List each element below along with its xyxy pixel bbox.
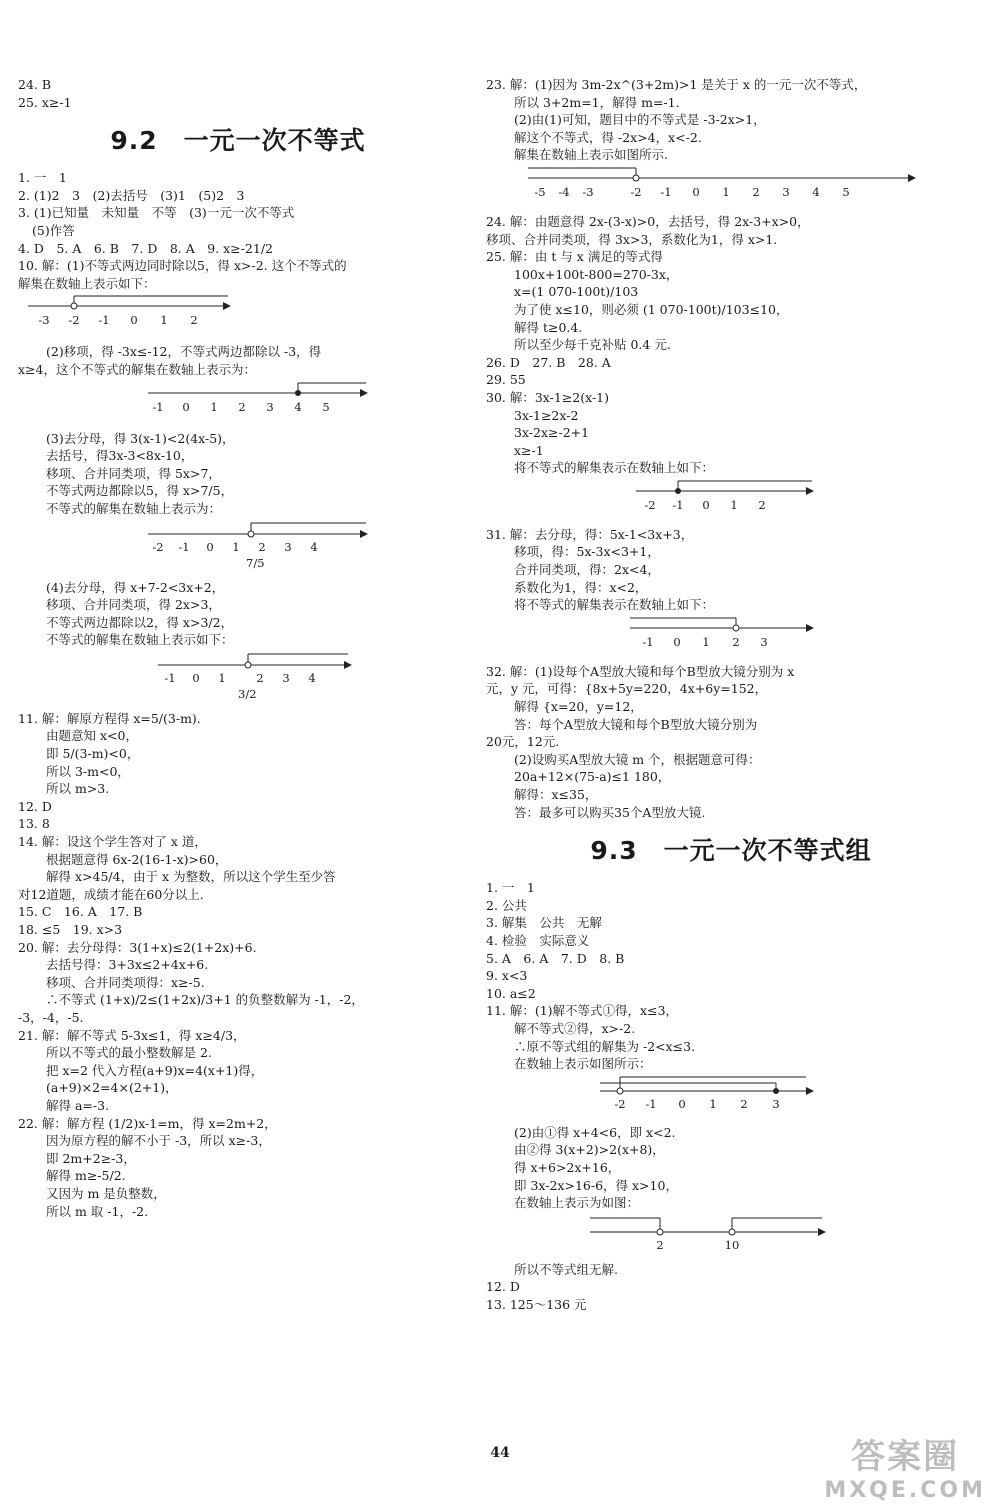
answer-line: 即 3x-2x>16-6，得 x>10， bbox=[514, 1177, 678, 1193]
answer-line: 移项、合并同类项，得 5x>7， bbox=[46, 465, 221, 481]
answer-line: 25. x≥-1 bbox=[18, 94, 72, 110]
answer-line: 元，y 元，可得：{8x+5y=220，4x+6y=152， bbox=[486, 681, 768, 697]
answer-line: 20. 解：去分母得：3(1+x)≤2(1+2x)+6. bbox=[18, 939, 257, 955]
answer-line: 又因为 m 是负整数， bbox=[46, 1185, 166, 1201]
watermark-bottom: MXQE.COM bbox=[824, 1478, 986, 1503]
tick-label: -1 bbox=[164, 670, 176, 685]
answer-line: 对12道题，成绩才能在60分以上. bbox=[18, 886, 204, 902]
mark-label: 3/2 bbox=[238, 686, 257, 701]
answer-line: (5)作答 bbox=[32, 222, 75, 238]
answer-line: 解这个不等式，得 -2x>4，x<-2. bbox=[514, 129, 702, 145]
answer-line: 答：最多可以购买35个A型放大镜. bbox=[514, 804, 706, 820]
tick-label: -4 bbox=[558, 184, 570, 199]
answer-line: 移项、合并同类项得：x≥-5. bbox=[46, 974, 205, 990]
answer-line: 解得 m≥-5/2. bbox=[46, 1168, 126, 1184]
tick-label: 3 bbox=[760, 634, 768, 649]
answer-line: 30. 解：3x-1≥2(x-1) bbox=[486, 389, 609, 405]
page-number: 44 bbox=[490, 1445, 510, 1461]
section-title: 9.3 一元一次不等式组 bbox=[590, 836, 872, 866]
tick-label: 10 bbox=[724, 1237, 740, 1252]
answer-line: 由题意知 x<0， bbox=[46, 728, 138, 744]
answer-line: 移项，得：5x-3x<3+1， bbox=[514, 544, 660, 560]
tick-label: 4 bbox=[310, 539, 318, 554]
tick-label: 4 bbox=[308, 670, 316, 685]
tick-label: 4 bbox=[812, 184, 820, 199]
mark-label: 7/5 bbox=[246, 555, 265, 570]
answer-line: (2)由(1)可知，题目中的不等式是 -3-2x>1， bbox=[514, 112, 766, 128]
tick-label: -2 bbox=[630, 184, 642, 199]
answer-line: 26. D 27. B 28. A bbox=[486, 354, 611, 370]
answer-line: 25. 解：由 t 与 x 满足的等式得 bbox=[486, 249, 663, 265]
tick-label: 2 bbox=[752, 184, 760, 199]
answer-line: 在数轴上表示为如图： bbox=[514, 1195, 640, 1211]
tick-label: 1 bbox=[232, 539, 240, 554]
tick-label: -2 bbox=[68, 313, 80, 328]
tick-label: 3 bbox=[266, 399, 274, 414]
tick-label: 0 bbox=[692, 184, 700, 199]
answer-line: ∴不等式 (1+x)/2≤(1+2x)/3+1 的负整数解为 -1，-2， bbox=[46, 992, 364, 1008]
answer-line: 得 x+6>2x+16， bbox=[514, 1159, 621, 1175]
left-column bbox=[18, 76, 458, 1220]
answer-line: 29. 55 bbox=[486, 372, 526, 388]
answer-line: 18. ≤5 19. x>3 bbox=[18, 922, 123, 937]
number-line bbox=[138, 381, 378, 423]
tick-label: 0 bbox=[678, 1096, 686, 1111]
tick-label: 2 bbox=[740, 1096, 748, 1111]
answer-line: 所以不等式组无解. bbox=[514, 1261, 618, 1277]
answer-line: 系数化为1，得：x<2， bbox=[514, 579, 648, 595]
tick-label: 4 bbox=[294, 399, 302, 414]
answer-line: 所以 3-m<0， bbox=[46, 763, 130, 779]
tick-label: 0 bbox=[130, 313, 138, 328]
tick-label: 2 bbox=[190, 313, 198, 328]
answer-line: 解得 x>45/4，由于 x 为整数，所以这个学生至少答 bbox=[46, 869, 336, 885]
answer-line: 11. 解：解原方程得 x=5/(3-m). bbox=[18, 710, 201, 726]
answer-line: 所以 m>3. bbox=[46, 781, 110, 797]
answer-line: 移项、合并同类项，得 3x>3，系数化为1，得 x>1. bbox=[486, 231, 778, 247]
answer-line: 12. D bbox=[486, 1279, 520, 1295]
answer-line: 32. 解：(1)设每个A型放大镜和每个B型放大镜分别为 x bbox=[486, 663, 795, 679]
tick-label: 2 bbox=[758, 497, 766, 512]
answer-line: 所以 3+2m=1，解得 m=-1. bbox=[514, 94, 680, 110]
answer-line: x≥-1 bbox=[514, 442, 544, 458]
answer-line: 10. a≤2 bbox=[486, 985, 536, 1001]
answer-line: 把 x=2 代入方程(a+9)x=4(x+1)得， bbox=[46, 1062, 264, 1078]
answer-line: 20元，12元. bbox=[486, 734, 560, 750]
tick-label: -1 bbox=[642, 634, 654, 649]
number-line bbox=[586, 1214, 846, 1254]
answer-line: 5. A 6. A 7. D 8. B bbox=[486, 950, 625, 966]
answer-line: 因为原方程的解不小于 -3，所以 x≥-3， bbox=[46, 1133, 271, 1149]
tick-label: -2 bbox=[644, 497, 656, 512]
answer-line: 15. C 16. A 17. B bbox=[18, 904, 143, 920]
answer-line: 13. 125～136 元 bbox=[486, 1296, 587, 1312]
watermark-top: 答案圈 bbox=[851, 1437, 960, 1477]
tick-label: 5 bbox=[322, 399, 330, 414]
answer-line: 为了使 x≤10，则必须 (1 070-100t)/103≤10， bbox=[514, 301, 789, 317]
answer-line: 13. 8 bbox=[18, 816, 50, 832]
answer-line: 即 5/(3-m)<0， bbox=[46, 746, 140, 762]
answer-line: 去括号，得3x-3<8x-10， bbox=[46, 448, 194, 464]
tick-label: 3 bbox=[282, 670, 290, 685]
tick-label: 3 bbox=[772, 1096, 780, 1111]
tick-labels bbox=[38, 313, 197, 327]
answer-line: 答：每个A型放大镜和每个B型放大镜分别为 bbox=[514, 716, 758, 732]
answer-line: ∴原不等式组的解集为 -2<x≤3. bbox=[514, 1038, 696, 1054]
tick-label: 5 bbox=[842, 184, 850, 199]
answer-line: 20a+12×(75-a)≤1 180， bbox=[514, 769, 671, 785]
answer-line: 由②得 3(x+2)>2(x+8)， bbox=[514, 1142, 665, 1158]
tick-label: 1 bbox=[160, 313, 168, 328]
number-line bbox=[626, 479, 826, 519]
tick-label: 1 bbox=[709, 1096, 717, 1111]
number-line bbox=[148, 651, 408, 703]
answer-line: 去括号得：3+3x≤2+4x+6. bbox=[46, 957, 209, 973]
answer-line: 14. 解：设这个学生答对了 x 道， bbox=[18, 834, 207, 850]
answer-line: 即 2m+2≥-3， bbox=[46, 1150, 136, 1166]
tick-label: -1 bbox=[178, 539, 190, 554]
answer-line: 1. 一 1 bbox=[18, 170, 67, 186]
tick-label: 1 bbox=[218, 670, 226, 685]
tick-label: 3 bbox=[284, 539, 292, 554]
answer-line: (2)移项，得 -3x≤-12，不等式两边都除以 -3，得 bbox=[46, 344, 322, 360]
tick-label: -3 bbox=[38, 313, 50, 328]
number-line bbox=[526, 166, 926, 206]
answer-line: -3，-4，-5. bbox=[18, 1009, 84, 1025]
tick-label: -1 bbox=[98, 313, 110, 328]
answer-line: 24. B bbox=[18, 77, 52, 92]
answer-line: x=(1 070-100t)/103 bbox=[514, 284, 639, 300]
tick-label: 2 bbox=[656, 1237, 664, 1252]
answer-line: 解不等式②得，x>-2. bbox=[514, 1020, 636, 1036]
tick-label: 2 bbox=[258, 539, 266, 554]
answer-line: (2)由①得 x+4<6，即 x<2. bbox=[514, 1124, 676, 1140]
answer-line: 所以 m 取 -1，-2. bbox=[46, 1203, 149, 1219]
tick-label: 0 bbox=[182, 399, 190, 414]
answer-line: 10. 解：(1)不等式两边同时除以5，得 x>-2. 这个不等式的 bbox=[18, 258, 347, 274]
answer-line: 12. D bbox=[18, 798, 52, 814]
tick-label: 0 bbox=[673, 634, 681, 649]
watermark-logo bbox=[824, 1429, 986, 1503]
section-title: 9.2 一元一次不等式 bbox=[110, 126, 366, 156]
answer-line: 3. (1)已知量 未知量 不等 (3)一元一次不等式 bbox=[18, 205, 295, 221]
answer-line: 22. 解：解方程 (1/2)x-1=m，得 x=2m+2， bbox=[18, 1115, 277, 1131]
tick-label: -5 bbox=[534, 184, 546, 199]
answer-line: 11. 解：(1)解不等式①得，x≤3， bbox=[486, 1003, 679, 1019]
answer-line: x≥4，这个不等式的解集在数轴上表示为： bbox=[18, 361, 256, 377]
tick-label: 0 bbox=[192, 670, 200, 685]
tick-label: 2 bbox=[238, 399, 246, 414]
tick-label: 3 bbox=[782, 184, 790, 199]
number-line bbox=[596, 1075, 826, 1117]
answer-line: (a+9)×2=4×(2+1)， bbox=[46, 1080, 178, 1096]
answer-line: 解得 {x=20，y=12， bbox=[514, 699, 643, 715]
tick-label: -3 bbox=[582, 184, 594, 199]
answer-line: 解得：x≤35， bbox=[514, 787, 598, 802]
tick-label: -1 bbox=[660, 184, 672, 199]
tick-label: 2 bbox=[732, 634, 740, 649]
number-line bbox=[18, 294, 238, 336]
tick-label: 1 bbox=[210, 399, 218, 414]
answer-line: 不等式两边都除以2，得 x>3/2， bbox=[46, 614, 234, 630]
tick-label: -1 bbox=[645, 1096, 657, 1111]
answer-line: 根据题意得 6x-2(16-1-x)>60， bbox=[46, 851, 228, 867]
answer-line: 4. 检验 实际意义 bbox=[486, 932, 590, 948]
answer-line: 在数轴上表示如图所示： bbox=[514, 1056, 652, 1072]
number-line bbox=[626, 616, 826, 656]
answer-line: (3)去分母，得 3(x-1)<2(4x-5)， bbox=[46, 430, 235, 446]
tick-label: 0 bbox=[206, 539, 214, 554]
tick-label: 0 bbox=[702, 497, 710, 512]
tick-label: -2 bbox=[614, 1096, 626, 1111]
tick-label: 1 bbox=[722, 184, 730, 199]
tick-label: -1 bbox=[152, 399, 164, 414]
answer-line: 所以至少每千克补贴 0.4 元. bbox=[514, 337, 671, 353]
answer-line: 将不等式的解集表示在数轴上如下： bbox=[514, 597, 715, 613]
tick-label: 2 bbox=[256, 670, 264, 685]
answer-line: 将不等式的解集表示在数轴上如下： bbox=[514, 460, 715, 476]
answer-line: 解得 t≥0.4. bbox=[514, 319, 583, 335]
right-column bbox=[486, 76, 976, 1313]
answer-line: (4)去分母，得 x+7-2<3x+2， bbox=[46, 579, 225, 595]
answer-line: 不等式的解集在数轴上表示如下： bbox=[46, 632, 234, 648]
answer-line: 100x+100t-800=270-3x， bbox=[514, 266, 679, 282]
answer-line: 21. 解：解不等式 5-3x≤1，得 x≥4/3， bbox=[18, 1027, 246, 1043]
tick-label: 1 bbox=[730, 497, 738, 512]
answer-line: 3. 解集 公共 无解 bbox=[486, 915, 602, 931]
answer-line: 解集在数轴上表示如下： bbox=[18, 275, 156, 291]
answer-line: 移项、合并同类项，得 2x>3， bbox=[46, 597, 221, 613]
answer-line: 31. 解：去分母，得：5x-1<3x+3， bbox=[486, 526, 694, 542]
tick-label: 1 bbox=[702, 634, 710, 649]
answer-line: 9. x<3 bbox=[486, 968, 528, 984]
answer-line: 23. 解：(1)因为 3m-2x^(3+2m)>1 是关于 x 的一元一次不等式， bbox=[486, 77, 867, 92]
answer-line: 2. 公共 bbox=[486, 897, 527, 913]
tick-label: -2 bbox=[152, 539, 164, 554]
number-line bbox=[138, 520, 398, 572]
answer-line: 解集在数轴上表示如图所示. bbox=[514, 147, 668, 163]
answer-line: 1. 一 1 bbox=[486, 880, 535, 896]
answer-line: 不等式两边都除以5，得 x>7/5， bbox=[46, 483, 234, 499]
tick-label: -1 bbox=[672, 497, 684, 512]
answer-line: 24. 解：由题意得 2x-(3-x)>0，去括号，得 2x-3+x>0， bbox=[486, 213, 810, 229]
answer-line: 4. D 5. A 6. B 7. D 8. A 9. x≥-21/2 bbox=[18, 240, 273, 256]
answer-line: 不等式的解集在数轴上表示为： bbox=[46, 500, 222, 516]
answer-line: 解得 a=-3. bbox=[46, 1097, 110, 1113]
answer-line: 2. (1)2 3 (2)去括号 (3)1 (5)2 3 bbox=[18, 187, 245, 203]
answer-line: 3x-2x≥-2+1 bbox=[514, 425, 590, 441]
answer-line: 所以不等式的最小整数解是 2. bbox=[46, 1045, 212, 1061]
answer-line: 合并同类项，得：2x<4， bbox=[514, 562, 660, 578]
answer-line: 3x-1≥2x-2 bbox=[514, 407, 579, 423]
answer-line: (2)设购买A型放大镜 m 个，根据题意可得： bbox=[514, 751, 761, 767]
